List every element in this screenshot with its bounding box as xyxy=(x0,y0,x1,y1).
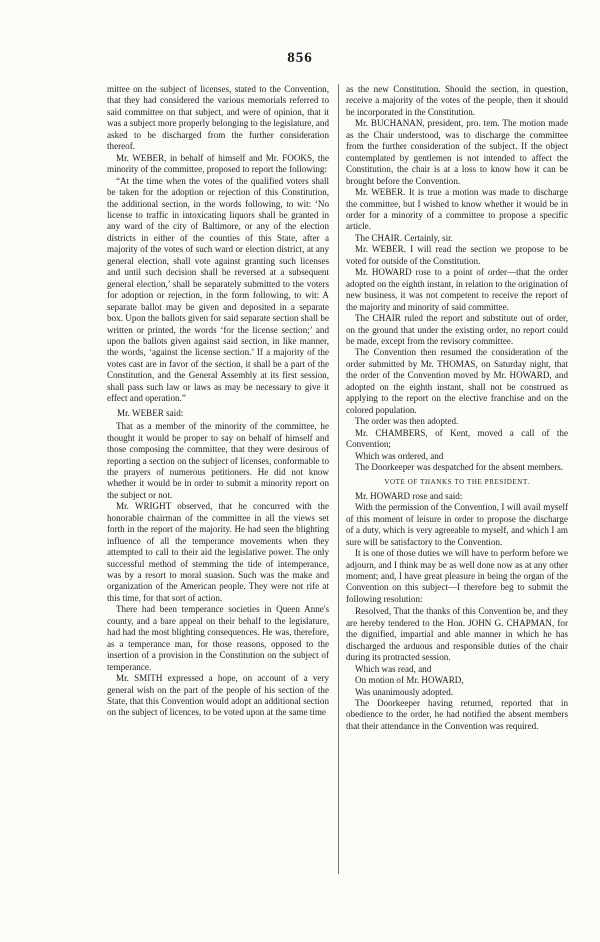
paragraph: The CHAIR ruled the report and substitute out of order, on the ground that under the existing order, no report could be made, except from the revisory committee. xyxy=(346,313,568,346)
page-number: 856 xyxy=(287,50,313,66)
paragraph: The Doorkeeper having returned, reported that in obedience to the order, he had notified the absent members that their attendance in the Convention was required. xyxy=(346,698,568,731)
paragraph: It is one of those duties we will have to perform before we adjourn, and I think may be as well done now as at any other moment; and, I have great pleasure in being the organ of the Convention on this subject—I therefore beg to submit the following resolution: xyxy=(346,548,568,604)
paragraph: Was unanimously adopted. xyxy=(355,686,454,697)
right-column xyxy=(346,84,568,732)
paragraph: Mr. WEBER. It is true a motion was made to discharge the committee, but I wished to know whether it would be in order for a minority of a committee to propose a specific article. xyxy=(346,187,568,232)
quoted-section-text: “At the time when the votes of the qualified voters shall be taken for the adoption or rejection of this Constitution, the additional section, in the words following, to wit: ‘No license to traffic in intoxicating liquors shall be granted in any ward of the city of Baltimore, or any of the election districts in either of the counties of this State, after a majority of the votes of such ward or election district, at any general election, shall vote against granting such licenses and until such decision shall be reversed at a subsequent general election,’ shall be separately submitted to the voters for adoption or rejection, in the form following, to wit: A separate ballot may be given and deposited in a separate box. Upon the ballots given for said separate section shall be written or printed, the words ‘for the license section;’ and upon the ballots given against said section, in like manner, the words, ‘against the license section.’ If a majority of the votes cast are in favor of the section, it shall be a part of the Constitution, and the General Assembly at its first session, shall pass such law or laws as may be necessary to give it effect and operation.” xyxy=(107,175,329,404)
paragraph: The Doorkeeper was despatched for the absent members. xyxy=(355,461,564,472)
left-column xyxy=(107,84,329,719)
speaker-label: Mr. WEBER said: xyxy=(117,407,184,418)
column-divider xyxy=(338,84,339,874)
resolution: Resolved, That the thanks of this Convention be, and they are hereby tendered to the Hon. JOHN G. CHAPMAN, for the dignified, impartial and able manner in which he has discharged the arduous and responsible duties of the chair during its protracted session. xyxy=(346,606,568,663)
paragraph: Mr. HOWARD rose and said: xyxy=(355,490,463,501)
paragraph: The CHAIR. Certainly, sir. xyxy=(355,232,453,243)
paragraph: Mr. WRIGHT observed, that he concurred with the honorable chairman of the committee in all the views set forth in the report of the majority. He had seen the blighting influence of all the temperance movements when they attempted to call to their aid the legislative power. The only successful method of stemming the tide of intemperance, was by a resort to moral suasion. Such was the make and organization of the American people. They were not rife at this time, for that sort of action. xyxy=(107,501,329,603)
paragraph: That as a member of the minority of the committee, he thought it would be proper to say on behalf of himself and those composing the committee, that they were desirous of reporting a section on the subject of licenses, conformable to the prayers of numerous petitioners. He did not know whether it would be in order to submit a minority report on the subject or not. xyxy=(107,421,329,500)
paragraph: Mr. HOWARD rose to a point of order—that the order adopted on the eighth instant, in relation to the origination of new business, it was not competent to receive the report of the majority and minority of said committee. xyxy=(346,267,568,312)
paragraph: mittee on the subject of licenses, stated to the Convention, that they had considered the various memorials referred to said committee on that subject, and were of opinion, that it was a subject more properly belonging to the legislature, and asked to be discharged from the further consideration thereof. xyxy=(107,84,329,152)
paragraph: The Convention then resumed the consideration of the order submitted by Mr. THOMAS, on Saturday night, that the order of the Convention moved by Mr. HOWARD, and adopted on the eighth instant, shall not be construed as applying to the report on the elective franchise and on the colored population. xyxy=(346,347,568,415)
paragraph: Mr. BUCHANAN, president, pro. tem. The motion made as the Chair understood, was to discharge the committee from the further consideration of the subject. If the object contemplated by gentlemen is not intended to affect the Constitution, the chair is at a loss to know how it can be brought before the Convention. xyxy=(346,118,568,186)
paragraph: Mr. SMITH expressed a hope, on account of a very general wish on the part of the people of his section of the State, that this Convention would adopt an additional section on the subject of licences, to be voted upon at the same time xyxy=(107,673,329,718)
paragraph: Mr. WEBER, in behalf of himself and Mr. FOOKS, the minority of the committee, proposed to report the following: xyxy=(107,152,329,175)
section-heading: VOTE OF THANKS TO THE PRESIDENT. xyxy=(384,478,530,487)
paragraph: Which was read, and xyxy=(355,663,432,674)
paragraph: With the permission of the Convention, I will avail myself of this moment of leisure in order to propose the discharge of a duty, which is very agreeable to myself, and which I am sure will be satisfactory to the Convention. xyxy=(346,502,568,547)
paragraph: Which was ordered, and xyxy=(355,450,444,461)
paragraph: The order was then adopted. xyxy=(355,416,459,427)
paragraph: Mr. WEBER. I will read the section we propose to be voted for outside of the Constitution. xyxy=(346,244,568,266)
paragraph: On motion of Mr. HOWARD, xyxy=(355,675,464,686)
paragraph: as the new Constitution. Should the section, in question, receive a majority of the votes of the people, then it should be incorporated in the Constitution. xyxy=(346,84,568,117)
paragraph: Mr. CHAMBERS, of Kent, moved a call of the Convention; xyxy=(346,427,568,450)
paragraph: There had been temperance societies in Queen Anne's county, and a bare appeal on their behalf to the legislature, had had the most blighting consequences. He was, therefore, as a temperance man, for those reasons, opposed to the insertion of a provision in the Constitution on the subject of temperance. xyxy=(107,604,329,672)
